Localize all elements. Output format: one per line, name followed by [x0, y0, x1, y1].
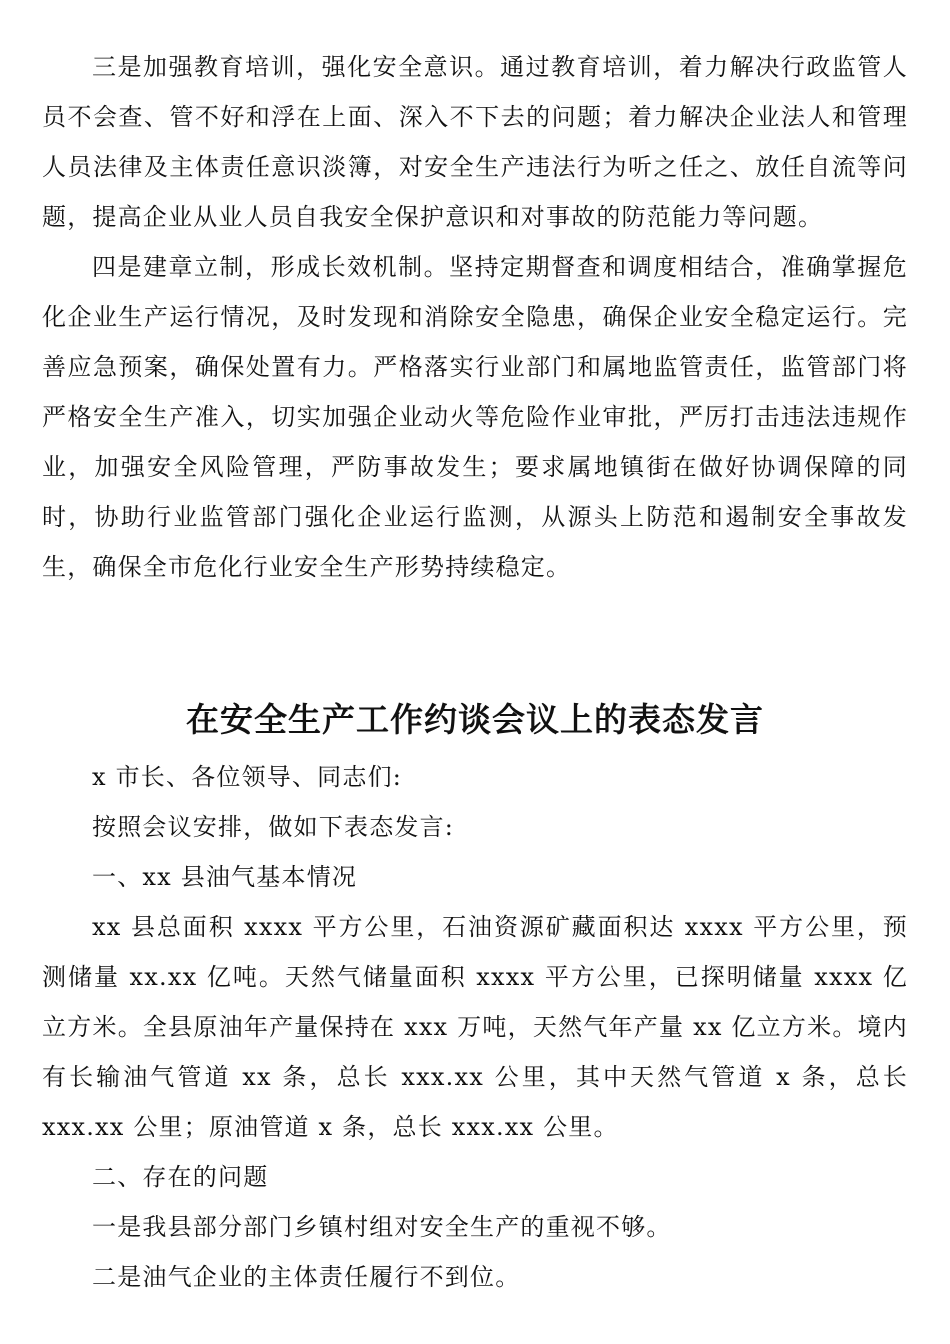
- intro-line: 按照会议安排，做如下表态发言:: [92, 813, 455, 841]
- section-heading-basic-situation: 一、xx 县油气基本情况: [92, 863, 358, 891]
- paragraph-oil-gas-overview: xx 县总面积 xxxx 平方公里，石油资源矿藏面积达 xxxx 平方公里，预测储量 xx.xx 亿吨。天然气储量面积 xxxx 平方公里，已探明储量 xxxx 亿立方米。全县原油年产量保持在 xxx 万吨，天然气年产量 xx 亿立方米。境内有长输油气管道 xx 条，总长 xxx.xx 公里，其中天然气管道 x 条，总长 xxx.xx 公里；原油管道 x 条，总长 xxx.xx 公里。: [42, 913, 908, 1141]
- salutation: x 市长、各位领导、同志们:: [92, 763, 403, 791]
- paragraph-long-term-mechanism: 四是建章立制，形成长效机制。坚持定期督查和调度相结合，准确掌握危化企业生产运行情况，及时发现和消除安全隐患，确保企业安全稳定运行。完善应急预案，确保处置有力。严格落实行业部门和属地监管责任，监管部门将严格安全生产准入，切实加强企业动火等危险作业审批，严厉打击违法违规作业，加强安全风险管理，严防事故发生；要求属地镇街在做好协调保障的同时，协助行业监管部门强化企业运行监测，从源头上防范和遏制安全事故发生，确保全市危化行业安全生产形势持续稳定。: [42, 253, 908, 581]
- paragraph-education-training: 三是加强教育培训，强化安全意识。通过教育培训，着力解决行政监管人员不会查、管不好和浮在上面、深入不下去的问题；着力解决企业法人和管理人员法律及主体责任意识淡簿，对安全生产违法行为听之任之、放任自流等问题，提高企业从业人员自我安全保护意识和对事故的防范能力等问题。: [42, 53, 908, 231]
- problem-item-2: 二是油气企业的主体责任履行不到位。: [92, 1263, 521, 1291]
- problem-item-1: 一是我县部分部门乡镇村组对安全生产的重视不够。: [92, 1213, 672, 1241]
- speech-title: 在安全生产工作约谈会议上的表态发言: [186, 700, 764, 739]
- section-heading-problems: 二、存在的问题: [92, 1163, 269, 1191]
